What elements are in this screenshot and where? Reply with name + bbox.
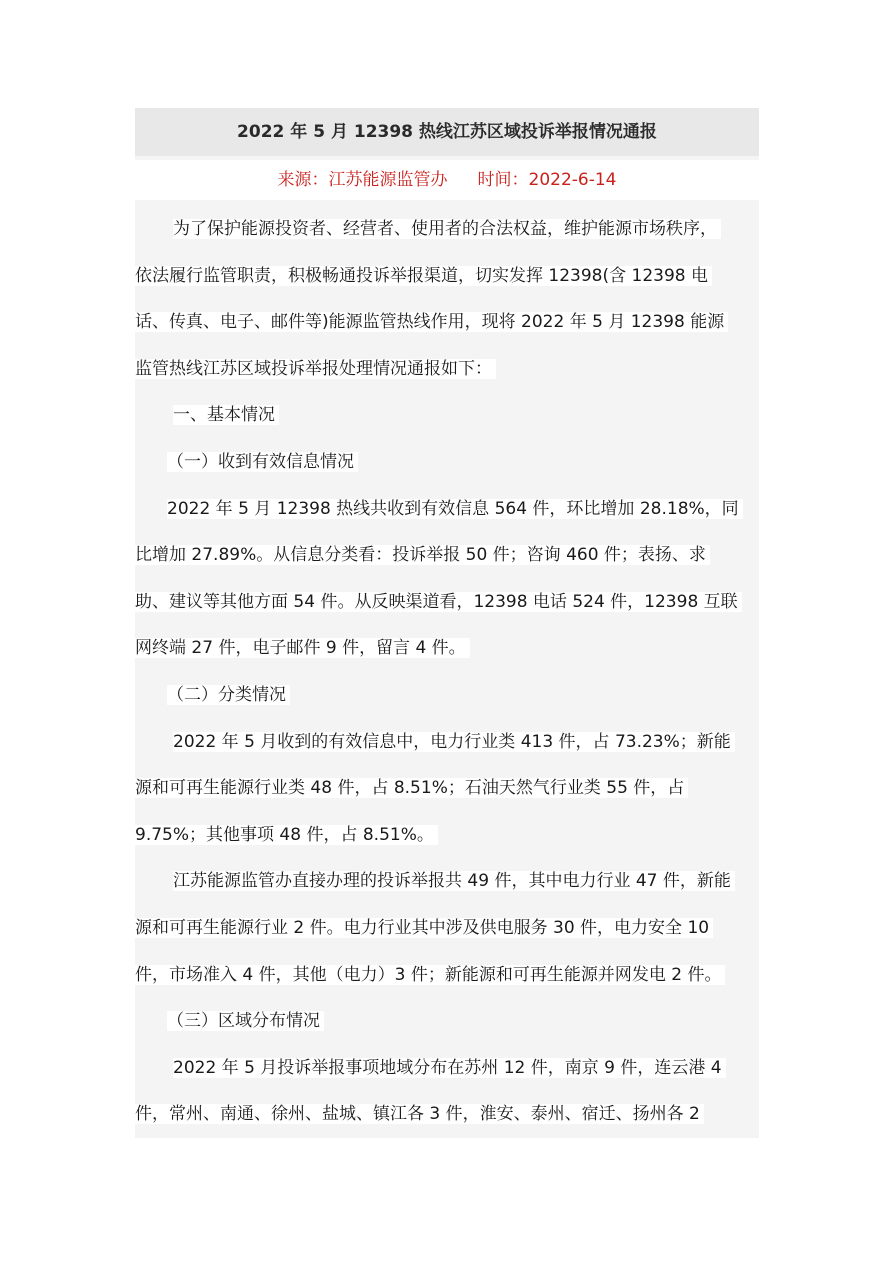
document-body: [135, 206, 759, 1138]
paragraph-line: 比增加 27.89%。从信息分类看：投诉举报 50 件；咨询 460 件；表扬、求: [135, 532, 759, 579]
document-title: 2022 年 5 月 12398 热线江苏区域投诉举报情况通报: [135, 108, 759, 156]
paragraph-line: 助、建议等其他方面 54 件。从反映渠道看，12398 电话 524 件，12398 互联: [135, 579, 759, 626]
paragraph-line: 监管热线江苏区域投诉举报处理情况通报如下：: [135, 346, 759, 393]
paragraph-line: 源和可再生能源行业 2 件。电力行业其中涉及供电服务 30 件，电力安全 10: [135, 905, 759, 952]
paragraph-line: 2022 年 5 月收到的有效信息中，电力行业类 413 件，占 73.23%；新能: [135, 719, 759, 766]
paragraph-line: 为了保护能源投资者、经营者、使用者的合法权益，维护能源市场秩序，: [135, 206, 759, 253]
paragraph-line: 9.75%；其他事项 48 件，占 8.51%。: [135, 812, 759, 859]
paragraph-line: 源和可再生能源行业类 48 件，占 8.51%；石油天然气行业类 55 件，占: [135, 765, 759, 812]
paragraph-line: 话、传真、电子、邮件等)能源监管热线作用，现将 2022 年 5 月 12398 能源: [135, 299, 759, 346]
paragraph-line: 江苏能源监管办直接办理的投诉举报共 49 件，其中电力行业 47 件，新能: [135, 858, 759, 905]
document-meta: [135, 160, 759, 200]
document-source: 来源：江苏能源监管办: [277, 170, 448, 190]
subsection-heading: （二）分类情况: [135, 672, 759, 719]
section-heading: 一、基本情况: [135, 392, 759, 439]
paragraph-line: 依法履行监管职责，积极畅通投诉举报渠道，切实发挥 12398(含 12398 电: [135, 253, 759, 300]
document-time: 时间：2022-6-14: [477, 170, 617, 190]
document-page: [135, 108, 759, 1138]
subsection-heading: （三）区域分布情况: [135, 998, 759, 1045]
paragraph-line: 2022 年 5 月 12398 热线共收到有效信息 564 件，环比增加 28.18%，同: [135, 486, 759, 533]
paragraph-line: 件，常州、南通、徐州、盐城、镇江各 3 件，淮安、泰州、宿迁、扬州各 2: [135, 1091, 759, 1138]
paragraph-line: 2022 年 5 月投诉举报事项地域分布在苏州 12 件，南京 9 件，连云港 4: [135, 1045, 759, 1092]
subsection-heading: （一）收到有效信息情况: [135, 439, 759, 486]
paragraph-line: 件，市场准入 4 件，其他（电力）3 件；新能源和可再生能源并网发电 2 件。: [135, 952, 759, 999]
paragraph-line: 网终端 27 件，电子邮件 9 件，留言 4 件。: [135, 625, 759, 672]
